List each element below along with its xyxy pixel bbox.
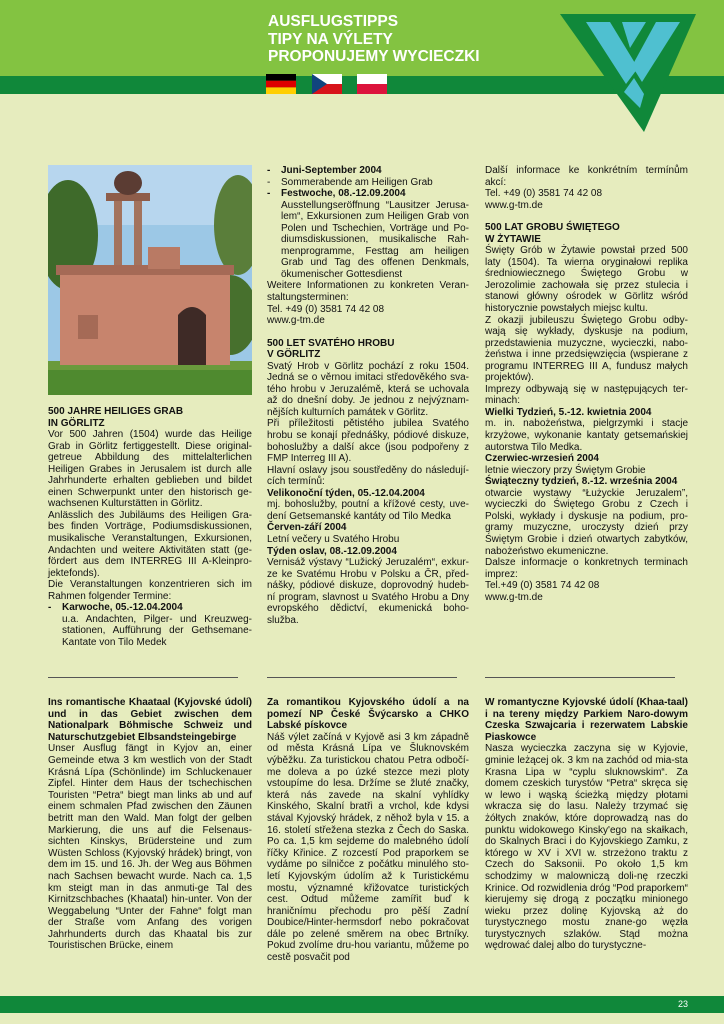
col3-pl-t2: Czerwiec-wrzesień 2004 (485, 453, 599, 465)
col1-item1-title: - Karwoche, 05.-12.04.2004 (48, 602, 252, 614)
triangle-logo-icon (560, 8, 700, 132)
col1-list (48, 602, 252, 614)
page-title (268, 13, 480, 66)
flag-czech-icon (312, 74, 342, 94)
col3-tel: Tel. +49 (0) 3581 74 42 08 (485, 188, 603, 200)
bottom-pl-text: Nasza wycieczka zaczyna się w Kyjovie, gminie leżącej ok. 3 km na zachód od mia-sta Krasna Lipa w “cyplu sluknowskim“. Za domem czeskich turystów “Petra“ skręca się w lewo i wąską ścieżką między płotami wkracza się do lasu. Należy trzymać się żółtych znaków, które doprowadzą nas do punktu widokowego Kinsky'ego na skałkach, do Skalnych Braci i do Kyjovskiego Zamku, z którego w XV i XVI w. strzeżono traktu z Czech do Saksonii. Po około 1,5 km schodzimy w malowniczą doli-nę rzeczki Krinice. Od rozwidlenia dróg “Pod praporkem“ kierujemy się drogą z początku minionego wieku przez dolinę Kyjovską aż do turystycznego mostu znane-go węzła turystycznych szlaków. Stąd można wędrować dalej albo do turystyczne- (485, 743, 688, 952)
col2-list (267, 165, 469, 200)
col-german (48, 406, 252, 648)
col2-cz-body2: Při příležitosti pětistého jubilea Svatého hrobu se konají přednášky, pódiové diskuze, bohoslužby a další akce (jsou podpořeny z FMP Interreg III A). (267, 418, 469, 465)
bottom-pl-lead: W romantyczne Kyjovské údolí (Khaa-taal) i na tereny między Parkiem Naro-dowym Czeska Szwajcaria i rezerwatem Labskie Piaskowce (485, 697, 688, 743)
divider-pl (485, 677, 675, 678)
col2-cz-heading-line2: V GÖRLITZ (267, 349, 321, 361)
bottom-de-lead: Ins romantische Khaataal (Kyjovské údolí) und in das Gebiet zwischen dem Nationalpark Böhmische Schweiz und Naturschutzgebiet Elbsandsteingebirge (48, 697, 252, 743)
col2-cz-t3: Týden oslav, 08.-12.09.2004 (267, 545, 397, 557)
col2-cz-t2: Červen-září 2004 (267, 522, 347, 534)
col1-heading (48, 406, 252, 429)
col2-cz-t1-text: mj. bohoslužby, poutní a křížové cesty, uve-dení Getsemanské kantáty od Tilo Medka (267, 499, 469, 522)
col1-heading-line1: 500 JAHRE HEILIGES GRAB (48, 406, 184, 417)
col3-web: www.g-tm.de (485, 199, 543, 211)
flag-poland-icon (357, 74, 387, 94)
divider-cz (267, 677, 457, 678)
col3-pl-heading-line1: 500 LAT GROBU ŚWIĘTEGO (485, 222, 620, 234)
col3-pl-heading (485, 222, 688, 245)
col3-pl-body: Święty Grób w Żytawie powstał przed 500 laty (1504). Ta wierna oryginałowi replika średniowiecznego Świętego Grobu w Jerozolimie zachowała się przez stulecia i stanowi główny ośrodek w Görlitz wśród historycznie powstałych miejsc kultu. (485, 245, 688, 315)
flag-germany-icon (266, 74, 296, 94)
title-cz: TIPY NA VÝLETY (268, 30, 393, 48)
col2-cz-heading-line1: 500 LET SVATÉHO HROBU (267, 337, 395, 349)
col3-pl-t3-text: otwarcie wystawy “Łużyckie Jeruzalem”, wycieczki do Świętego Grobu z Czech i Polski, wykłady i dyskusje na podium, pro-gramy muzyczne, uroczysty dzień przy Świętym Grobie i dzień otwartych zabytków, nabożeństwo ekumeniczne. (485, 487, 688, 557)
col2-info: Weitere Informationen zu konkreten Veran-staltungsterminen: (267, 280, 469, 304)
col2-cz-body3: Hlavní oslavy jsou soustředěny do následují-cích termínů: (267, 464, 469, 488)
page-number: 23 (677, 999, 688, 1009)
footer-band (0, 996, 724, 1013)
col1-body2: Anlässlich des Jubiläums des Heiligen Gra-bes finden Vorträge, Podiumsdiskussionen, musikalische Veranstaltungen, Exkursionen, Andachten und weitere Aktivitäten statt (ge-fördert aus dem INTERREG III A-Kleinpro-jektefonds). (48, 509, 252, 579)
col2-cz-t2-text: Letní večery u Svatého Hrobu (267, 533, 400, 545)
col2-item4-text: Ausstellungseröffnung “Lausitzer Jerusa-lem“, Exkursionen zum Heiligen Grab von Polen und Tschechien, Vorträge und Po-diumsdiskussionen, musikalische Rah-menprogramme, Festtag am heiligen Grab und Tag des offenen Denkmals, ökumenischer Gottesdienst (281, 199, 469, 280)
holy-sepulchre-photo (48, 165, 252, 395)
col-polish (485, 165, 688, 603)
col2-cz-heading (267, 338, 469, 361)
col1-heading-line2: IN GÖRLITZ (48, 417, 105, 429)
col3-pl-body2: Z okazji jubileuszu Świętego Grobu odby-wają się wykłady, dyskusje na podium, przedstawienia muzyczne, wycieczki, nabo-żeństwa i inne przedsięwzięcia (wspierane z programu INTERREG III A, fundusz małych projektów). (485, 314, 688, 384)
bottom-german (48, 697, 252, 952)
col2-cz-t1: Velikonoční týden, 05.-12.04.2004 (267, 487, 425, 499)
col-middle (267, 165, 469, 626)
bottom-cz-text: Náš výlet začíná v Kyjově asi 3 km západně od města Krásná Lípa ve Šluknovském výběžku. Za turistickou chatou Petra odbočí-me doleva a po úzké stezce mezi ploty vstoupíme do lesa. Držíme se žluté značky, která nás zavede na skalní vyhlídky Kinského, Skalní bratři a vrchol, kde kdysi stával Kyjovský hrádek, z něhož byla v 15. a 16. století střežena stezka z Čech do Saska. Po ca. 1,5 km sejdeme do malebného údolí říčky Křinice. Z rozcestí Pod praporkem se vydáme po silničce z počátku minulého sto-letí Kyjovským údolím až k Turistickému mostu, významné křižovatce turistických cest. Odtud můžeme zamířit buď k hraničnímu přechodu pro pěší Zadní Doubice/Hinter-hermsdorf nebo pokračovat dále po zelené směrem na obec Brtníky. Pokud zvolíme dru-hou variantu, můžeme po cestě posvačit pod (267, 731, 469, 964)
col2-item2-title: - Juni-September 2004 (267, 165, 469, 177)
col2-item3-text: - Sommerabende am Heiligen Grab (267, 177, 469, 189)
col3-info: Další informace ke konkrétním termínům akcí: (485, 165, 688, 188)
col3-pl-heading-line2: W ŻYTAWIE (485, 233, 541, 245)
bottom-polish (485, 697, 688, 952)
col2-item4-title: - Festwoche, 08.-12.09.2004 (267, 188, 469, 200)
col1-body3: Die Veranstaltungen konzentrieren sich im Rahmen folgender Termine: (48, 579, 252, 602)
col2-cz-body: Svatý Hrob v Görlitz pochází z roku 1504. Jedná se o věrnou imitaci středověkého sva-tého hrobu v Jeruzalémě, která se uchovala až do dnešní doby. Je jednou z nejvýznam-nějších kulturních památek v Görlitz. (267, 360, 469, 418)
col2-cz-t3-text: Vernisáž výstavy “Lužický Jeruzalém“, exkur-ze ke Svatému Hrobu v Polsku a ČR, před-nášky, pódiové diskuze, doprovodný hudeb-ní program, slavnost u Svatého Hrobu a Dny evropského dědictví, ekumenická boho-služba. (267, 557, 469, 626)
col3-pl-t2-text: letnie wieczory przy Świętym Grobie (485, 464, 646, 476)
col1-body: Vor 500 Jahren (1504) wurde das Heilige Grab in Görlitz fertiggestellt. Diese original-getreue Abbildung des mittelalterlichen Heiligen Grabes in Jerusalem ist durch alle Jahrhunderte erhalten geblieben und bildet einen Schwerpunkt unter den historisch ge-wachsenen Kulturstätten in Görlitz. (48, 429, 252, 510)
col2-tel: Tel. +49 (0) 3581 74 42 08 (267, 303, 385, 315)
title-pl: PROPONUJEMY WYCIECZKI (268, 48, 480, 65)
bottom-de-text: Unser Ausflug fängt in Kyjov an, einer Gemeinde etwa 3 km westlich von der Stadt Krásná Lípa (Schönlinde) im Schluckenauer Zipfel. Hinter dem Haus der tschechischen Touristen “Petra“ biegt man links ab und auf einem schmalen Pfad zwischen den Zäunen betritt man den Wald. Man folgt der gelben Markierung, die uns auf die Felsenaus-sichten Kinskys, Brüdersteine und zum Wüsten Schloss (Kyjovský hrádek) bringt, von dem im 15. und 16. Jh. der Weg aus Böhmen nach Sachsen bewacht wurde. Nach ca. 1,5 km steigt man in das anmuti-ge Tal des Kirnitzschbaches (Khaatal) hin-unter. Von der Weggabelung “Unter der Fahne“ folgt man der Straße vom Anfang des vorigen Jahrhunderts durch das Khaatal bis zur Touristischen Brücke, einem (48, 743, 252, 952)
col3-pl-t1: Wielki Tydzień, 5.-12. kwietnia 2004 (485, 406, 652, 418)
col3-pl-info: Dalsze informacje o konkretnych terminach imprez: (485, 557, 688, 580)
col2-web: www.g-tm.de (267, 315, 325, 327)
title-de: AUSFLUGSTIPPS (268, 13, 399, 30)
col3-pl-t3: Świąteczny tydzień, 8.-12. września 2004 (485, 476, 678, 488)
col3-pl-tel: Tel.+49 (0) 3581 74 42 08 (485, 580, 600, 592)
bottom-czech (267, 697, 469, 964)
col3-pl-body3: Imprezy odbywają się w następujących ter-minach: (485, 383, 688, 407)
col1-item1-text: u.a. Andachten, Pilger- und Kreuzweg-stationen, Aufführung der Gethsemane-Kantate von Tilo Medek (62, 613, 252, 648)
bottom-cz-lead: Za romantikou Kyjovského údolí a na pomezí NP České Švýcarsko a CHKO Labské pískovce (267, 697, 469, 732)
col3-pl-web: www.g-tm.de (485, 591, 543, 603)
col3-pl-t1-text: m. in. nabożeństwa, pielgrzymki i stacje krzyżowe, wykonanie kantaty getsemańskiej autorstwa Tilo Medka. (485, 418, 688, 453)
divider-de (48, 677, 238, 678)
